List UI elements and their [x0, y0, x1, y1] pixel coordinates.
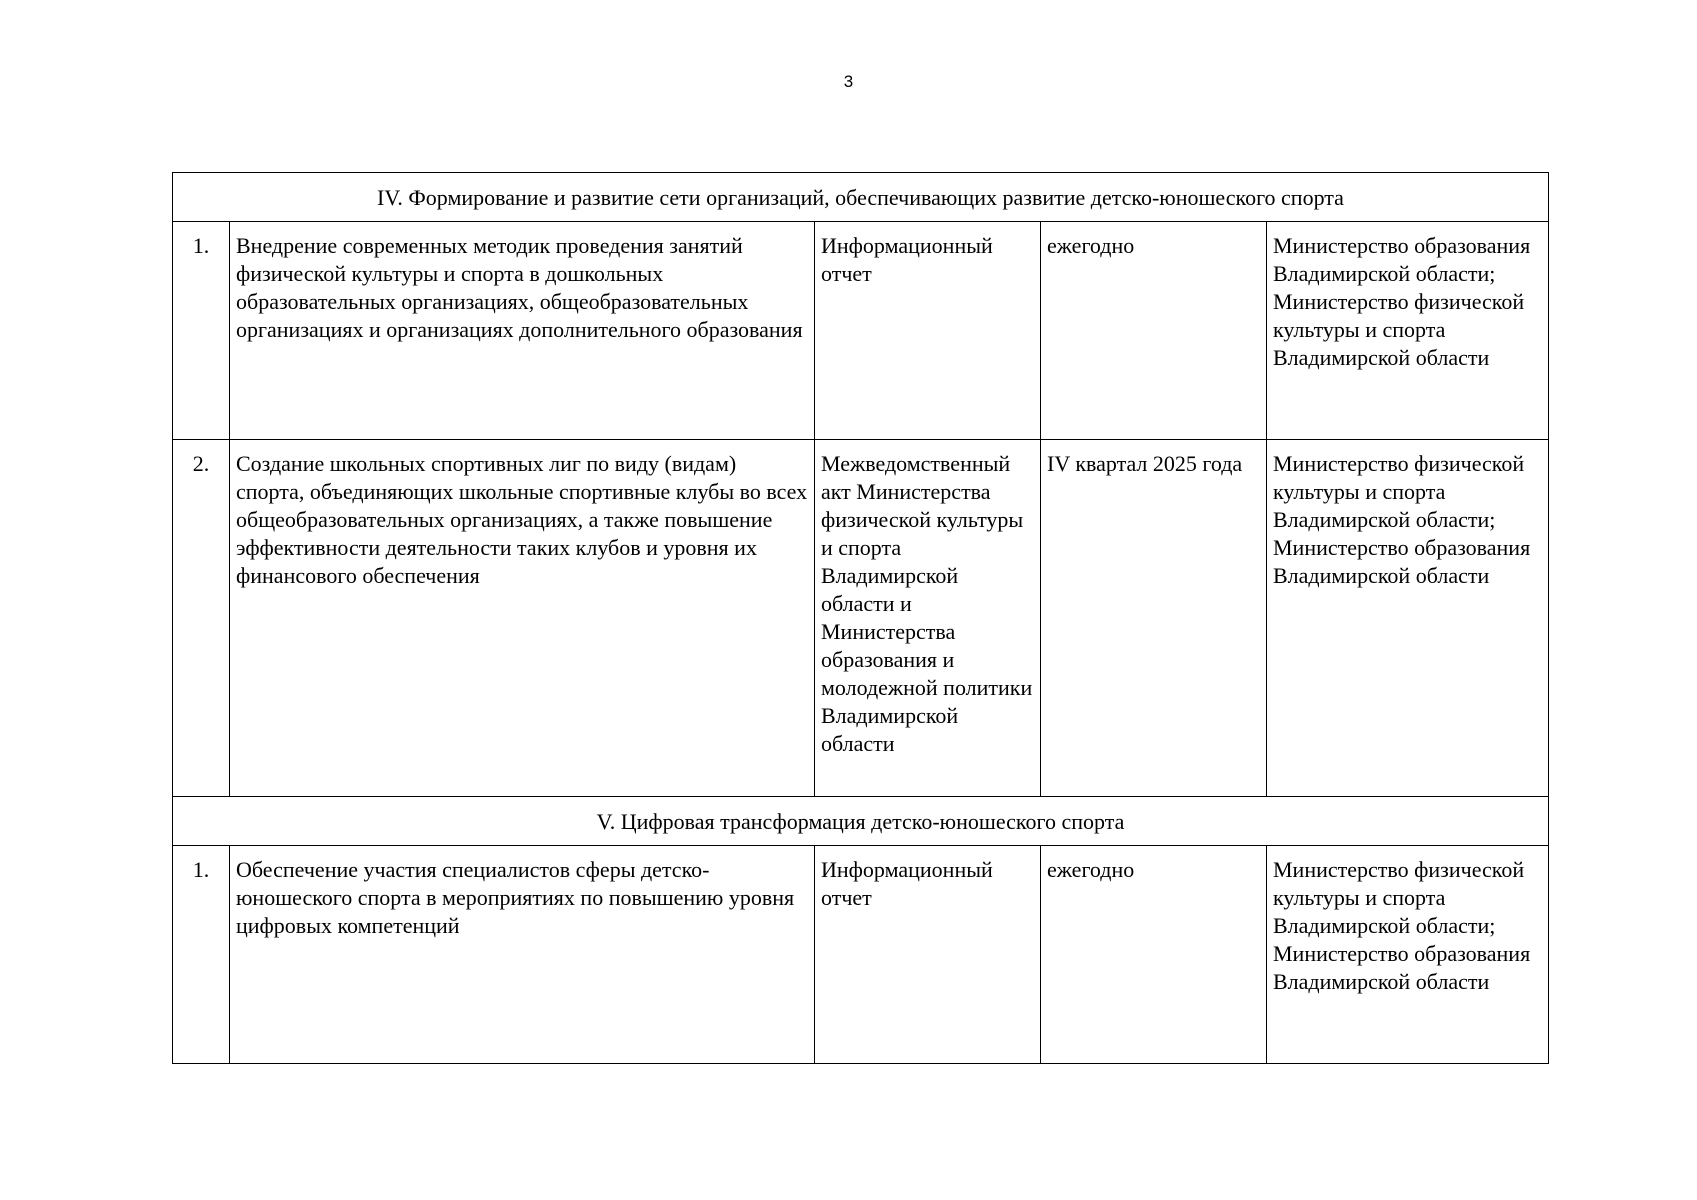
- section-title: V. Цифровая трансформация детско-юношеского спорта: [173, 797, 1549, 846]
- section-header-row: [173, 797, 1549, 846]
- responsible-cell: [1267, 846, 1549, 1064]
- table-row: [173, 222, 1549, 440]
- measure-text: Внедрение современных методик проведения занятий физической культуры и спорта в дошкольных образовательных организациях, общеобразовательных организациях и организациях дополнительного образования: [236, 233, 803, 342]
- row-number: 2.: [173, 440, 230, 797]
- document-text: Информационный отчет: [821, 233, 993, 286]
- section-title: IV. Формирование и развитие сети организаций, обеспечивающих развитие детско-юношеского спорта: [173, 173, 1549, 222]
- measure-cell: [230, 440, 815, 797]
- deadline-text: ежегодно: [1047, 857, 1135, 882]
- deadline-text: IV квартал 2025 года: [1047, 451, 1243, 476]
- document-cell: [815, 440, 1041, 797]
- responsible-cell: [1267, 440, 1549, 797]
- action-plan-table: [172, 172, 1549, 1064]
- responsible-cell: [1267, 222, 1549, 440]
- document-cell: [815, 222, 1041, 440]
- measure-cell: [230, 846, 815, 1064]
- row-number: 1.: [173, 846, 230, 1064]
- document-cell: [815, 846, 1041, 1064]
- deadline-cell: [1041, 440, 1267, 797]
- table-row: [173, 846, 1549, 1064]
- measure-text: Создание школьных спортивных лиг по виду (видам) спорта, объединяющих школьные спортивные клубы во всех общеобразовательных организациях, а также повышение эффективности деятельности таких клубов и уровня их финансового обеспечения: [236, 451, 808, 588]
- responsible-text: Министерство физической культуры и спорта Владимирской области; Министерство образования Владимирской области: [1273, 451, 1531, 588]
- deadline-text: ежегодно: [1047, 233, 1135, 258]
- responsible-text: Министерство образования Владимирской области; Министерство физической культуры и спорта Владимирской области: [1273, 233, 1531, 370]
- section-header-row: [173, 173, 1549, 222]
- responsible-text: Министерство физической культуры и спорта Владимирской области; Министерство образования Владимирской области: [1273, 857, 1531, 994]
- document-text: Межведомственный акт Министерства физической культуры и спорта Владимирской области и Министерства образования и молодежной политики Владимирской области: [821, 451, 1033, 756]
- measure-cell: [230, 222, 815, 440]
- table-row: [173, 440, 1549, 797]
- deadline-cell: [1041, 846, 1267, 1064]
- measure-text: Обеспечение участия специалистов сферы детско-юношеского спорта в мероприятиях по повышению уровня цифровых компетенций: [236, 857, 795, 938]
- deadline-cell: [1041, 222, 1267, 440]
- document-text: Информационный отчет: [821, 857, 993, 910]
- row-number: 1.: [173, 222, 230, 440]
- page-number: 3: [843, 72, 854, 91]
